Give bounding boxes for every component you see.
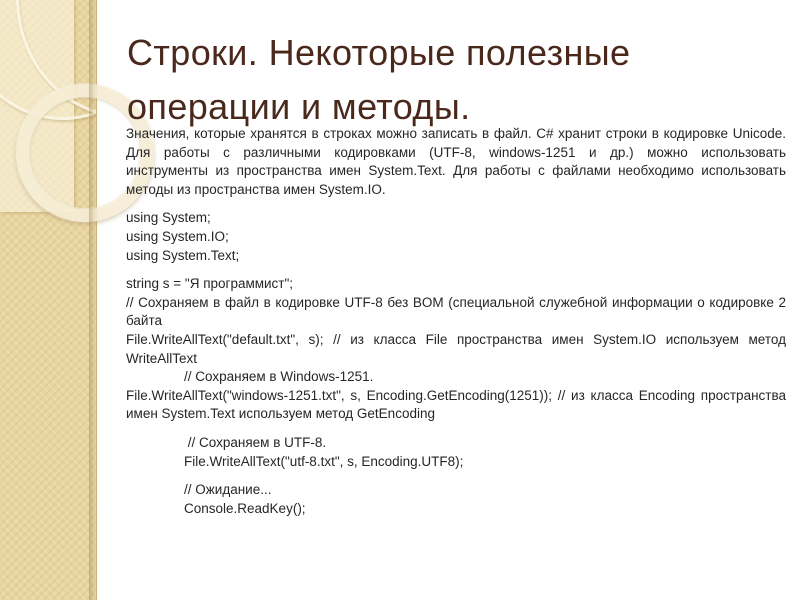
- body-line: string s = "Я программист";: [126, 276, 294, 292]
- body-line: using System.Text;: [126, 247, 240, 263]
- body-line: WriteAllText: [126, 350, 198, 366]
- body-line: File.WriteAllText("utf-8.txt", s, Encoding.UTF8);: [184, 453, 464, 469]
- body-line: имен System.Text используем метод GetEncoding: [126, 406, 435, 422]
- body-blank-line: [126, 265, 786, 275]
- title-line-2: операции и методы.: [127, 86, 471, 127]
- body-line: байта: [126, 313, 163, 329]
- slide-body-text: [126, 125, 786, 518]
- body-line: Console.ReadKey();: [184, 500, 306, 516]
- body-line: // Сохраняем в Windows-1251.: [184, 369, 374, 385]
- body-line: File.WriteAllText("default.txt", s); // из класса File пространства имен System.IO используем метод: [126, 331, 786, 347]
- body-line: Для работы с различными кодировками (UTF-8, windows-1251 и др.) можно использовать: [126, 144, 786, 160]
- body-line: File.WriteAllText("windows-1251.txt", s, Encoding.GetEncoding(1251)); // из класса Encoding пространства: [126, 387, 786, 403]
- body-line: Значения, которые хранятся в строках можно записать в файл. C# хранит строки в кодировке Unicode.: [126, 126, 786, 141]
- body-blank-line: [126, 471, 786, 481]
- body-line: // Сохраняем в UTF-8.: [184, 434, 327, 450]
- body-line: using System.IO;: [126, 228, 229, 244]
- slide-title: [127, 26, 787, 134]
- body-line: using System;: [126, 210, 211, 226]
- body-line: инструменты из пространства имен System.Text. Для работы с файлами необходимо использовать: [126, 163, 786, 179]
- body-blank-line: [126, 424, 786, 434]
- body-blank-line: [126, 199, 786, 209]
- body-line: // Ожидание...: [184, 482, 272, 498]
- body-line: методы из пространства имен System.IO.: [126, 181, 386, 197]
- body-line: // Сохраняем в файл в кодировке UTF-8 без BOM (специальной служебной информации о кодировке 2: [126, 294, 786, 310]
- title-line-1: Строки. Некоторые полезные: [127, 32, 631, 73]
